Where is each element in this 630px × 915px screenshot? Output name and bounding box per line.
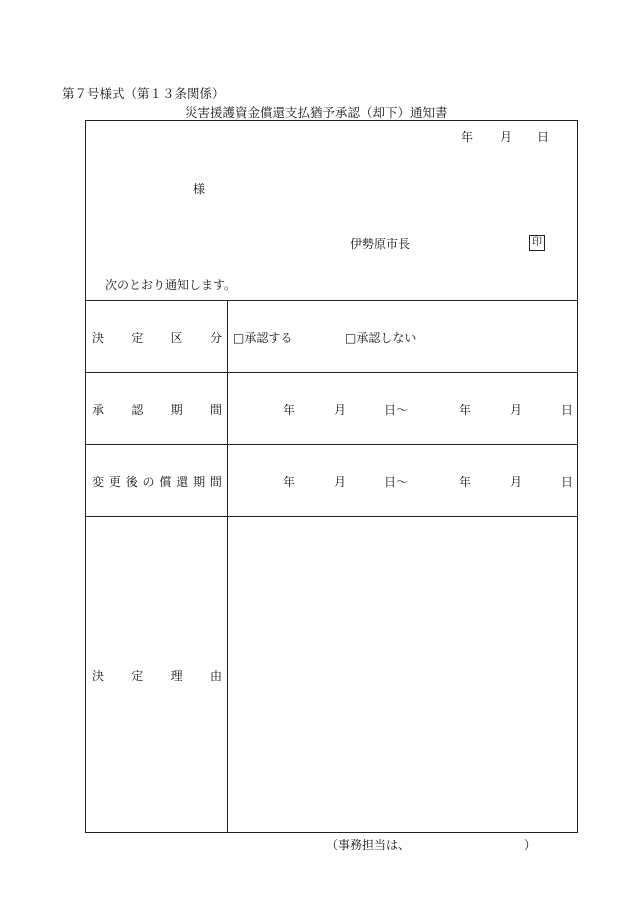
- label-char: 由: [209, 669, 222, 683]
- label-char: 期: [193, 475, 206, 489]
- column-divider: [227, 300, 228, 833]
- changed-month-to: 月: [510, 475, 523, 489]
- row-label-decision-type: [92, 329, 222, 346]
- label-char: 理: [170, 669, 183, 683]
- period-day-from: 日〜: [384, 403, 409, 417]
- label-char: 償: [159, 475, 172, 489]
- period-year-from: 年: [283, 403, 296, 417]
- changed-day-from: 日〜: [384, 475, 409, 489]
- label-char: 認: [131, 403, 144, 417]
- label-char: 分: [209, 331, 222, 345]
- label-char: 更: [108, 475, 121, 489]
- label-char: 後: [125, 475, 138, 489]
- contact-close: ）: [524, 838, 537, 852]
- period-day-to: 日: [561, 403, 574, 417]
- header-frame: [85, 120, 578, 301]
- label-char: 定: [131, 331, 144, 345]
- changed-day-to: 日: [561, 475, 574, 489]
- label-char: 変: [92, 475, 105, 489]
- label-char: 承: [92, 403, 105, 417]
- issuer-name: 伊勢原市長: [350, 237, 411, 251]
- label-char: 定: [131, 669, 144, 683]
- row-label-decision-reason: [92, 667, 222, 684]
- label-char: 区: [170, 331, 183, 345]
- label-char: の: [142, 475, 155, 489]
- label-char: 間: [209, 475, 222, 489]
- form-title: 災害援護資金償還支払猶予承認（却下）通知書: [185, 105, 448, 120]
- row-divider: [85, 372, 578, 373]
- date-day-label: 日: [537, 130, 550, 144]
- row-divider: [85, 516, 578, 517]
- row-divider: [85, 444, 578, 445]
- label-char: 期: [170, 403, 183, 417]
- contact-open: （事務担当は、: [326, 838, 411, 852]
- decision-reason-field[interactable]: [229, 518, 575, 830]
- seal-mark: 印: [529, 235, 545, 251]
- reject-checkbox[interactable]: □承認しない: [345, 331, 417, 345]
- date-month-label: 月: [500, 130, 513, 144]
- label-char: 決: [92, 331, 105, 345]
- changed-year-to: 年: [459, 475, 472, 489]
- addressee-sama: 様: [193, 182, 206, 196]
- row-label-changed-repayment-period: [92, 473, 222, 490]
- label-char: 間: [209, 403, 222, 417]
- date-year-label: 年: [461, 130, 474, 144]
- changed-year-from: 年: [283, 475, 296, 489]
- period-month-from: 月: [334, 403, 347, 417]
- period-year-to: 年: [459, 403, 472, 417]
- label-char: 決: [92, 669, 105, 683]
- label-char: 還: [176, 475, 189, 489]
- approve-checkbox[interactable]: □承認する: [233, 331, 293, 345]
- form-number: 第７号様式（第１３条関係）: [62, 86, 225, 101]
- period-month-to: 月: [510, 403, 523, 417]
- changed-month-from: 月: [334, 475, 347, 489]
- notice-text: 次のとおり通知します。: [105, 278, 237, 292]
- row-label-approval-period: [92, 401, 222, 418]
